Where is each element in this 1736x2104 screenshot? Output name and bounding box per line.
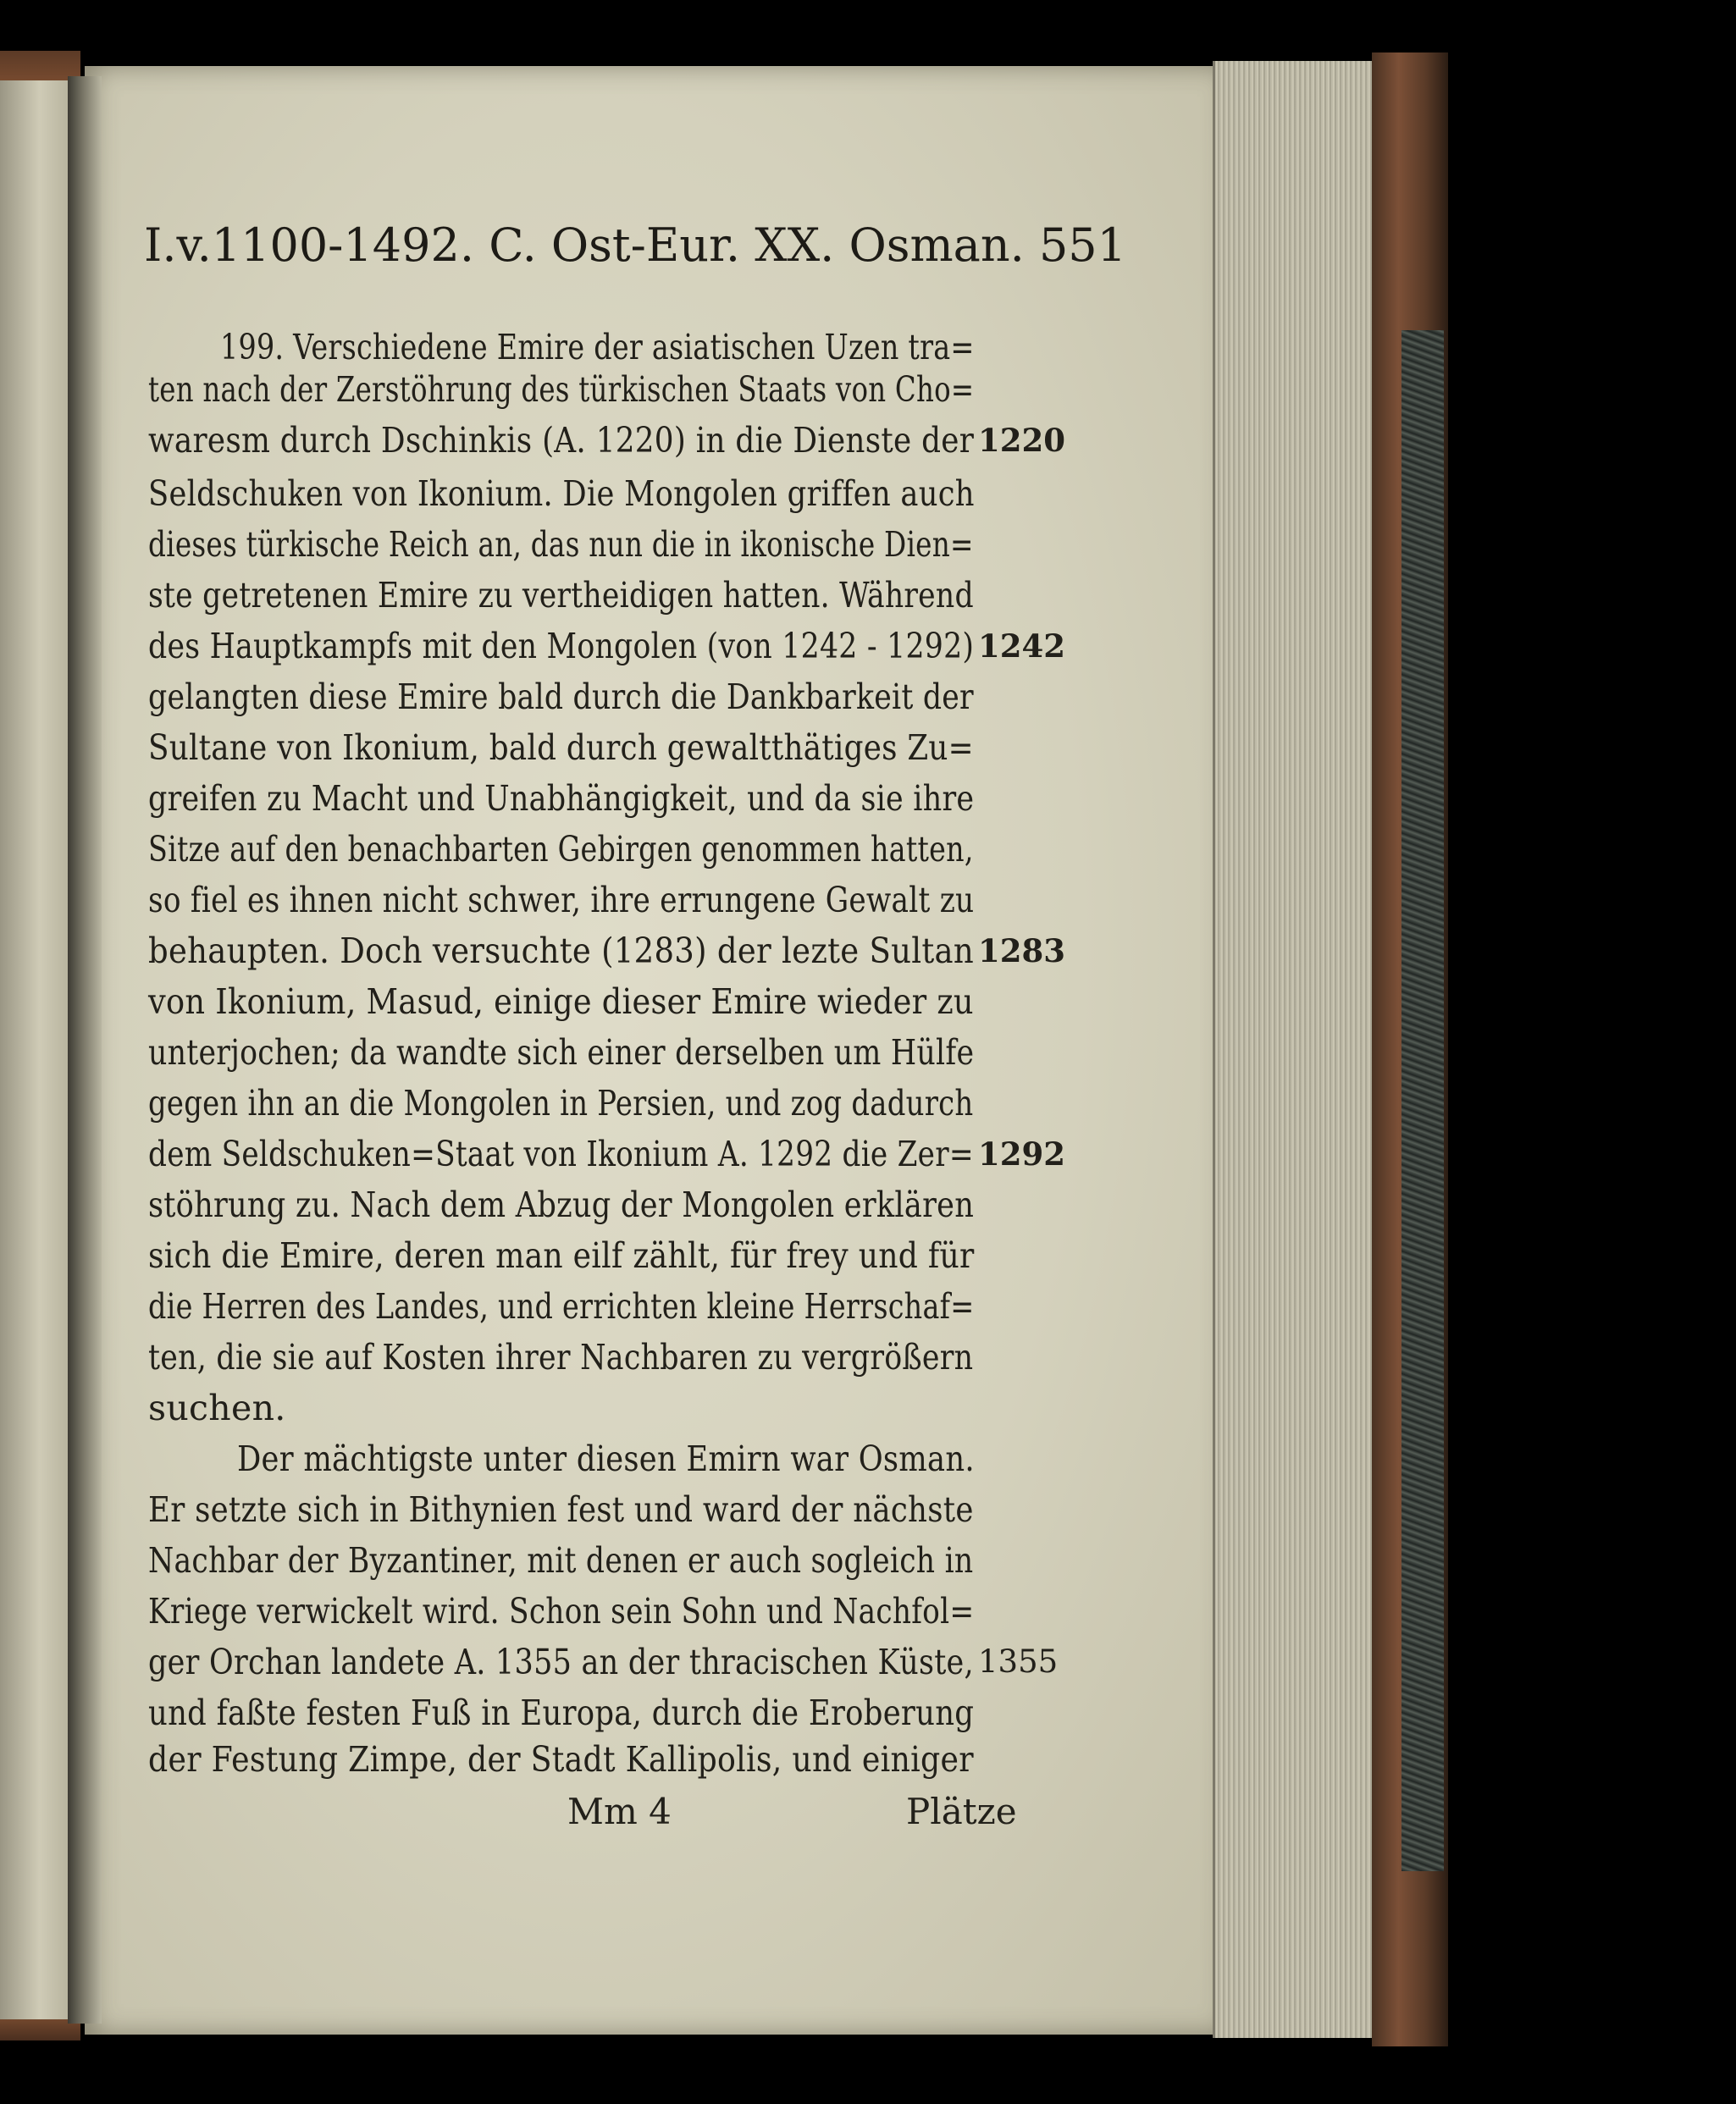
text-line: Kriege verwickelt wird. Schon sein Sohn und Nachfol= <box>148 1591 975 1632</box>
text-line: ger Orchan landete A. 1355 an der thracischen Küste, <box>148 1642 974 1682</box>
text-line: so fiel es ihnen nicht schwer, ihre errungene Gewalt zu <box>148 880 975 920</box>
text-line: suchen. <box>148 1388 286 1428</box>
margin-year: 1220 <box>978 422 1065 459</box>
margin-year: 1292 <box>978 1135 1065 1173</box>
book-gutter <box>68 76 102 2024</box>
text-line: gelangten diese Emire bald durch die Dankbarkeit der <box>148 676 974 717</box>
marbled-cover <box>1402 330 1444 1871</box>
margin-year: 1283 <box>978 932 1065 969</box>
text-line: unterjochen; da wandte sich einer derselben um Hülfe <box>148 1032 975 1073</box>
text-line: ste getretenen Emire zu vertheidigen hatten. Während <box>148 575 974 616</box>
running-header: I.v.1100-1492. C. Ost-Eur. XX. Osman. 551 <box>144 218 1127 272</box>
text-line: Sultane von Ikonium, bald durch gewaltthätiges Zu= <box>148 727 974 768</box>
text-line: Der mächtigste unter diesen Emirn war Osman. <box>237 1439 975 1479</box>
text-line: dem Seldschuken=Staat von Ikonium A. 1292 die Zer= <box>148 1134 974 1174</box>
left-page-edge <box>0 80 75 2019</box>
text-line: behaupten. Doch versuchte (1283) der lezte Sultan <box>148 931 974 971</box>
text-line: der Festung Zimpe, der Stadt Kallipolis, und einiger <box>148 1739 974 1780</box>
text-line: gegen ihn an die Mongolen in Persien, und zog dadurch <box>148 1083 974 1124</box>
text-line: dieses türkische Reich an, das nun die in ikonische Dien= <box>148 524 974 565</box>
text-line: von Ikonium, Masud, einige dieser Emire wieder zu <box>148 981 974 1022</box>
text-line: Er setzte sich in Bithynien fest und ward der nächste <box>148 1489 974 1530</box>
text-line: sich die Emire, deren man eilf zählt, für frey und für <box>148 1235 975 1276</box>
text-line: greifen zu Macht und Unabhängigkeit, und da sie ihre <box>148 778 975 819</box>
margin-year: 1242 <box>978 627 1065 665</box>
text-line: des Hauptkampfs mit den Mongolen (von 1242 - 1292) <box>148 626 975 666</box>
text-line: Nachbar der Byzantiner, mit denen er auch sogleich in <box>148 1540 974 1581</box>
text-line: 199. Verschiedene Emire der asiatischen Uzen tra= <box>220 327 975 367</box>
margin-year: 1355 <box>978 1643 1059 1680</box>
page-block-edges <box>1213 61 1380 2038</box>
text-line: ten, die sie auf Kosten ihrer Nachbaren zu vergrößern <box>148 1337 974 1378</box>
signature-mark: Mm 4 <box>567 1791 672 1832</box>
text-line: Sitze auf den benachbarten Gebirgen genommen hatten, <box>148 829 974 870</box>
text-line: waresm durch Dschinkis (A. 1220) in die Dienste der <box>148 420 975 461</box>
catchword: Plätze <box>906 1791 1017 1832</box>
text-line: die Herren des Landes, und errichten kleine Herrschaf= <box>148 1286 975 1327</box>
text-line: Seldschuken von Ikonium. Die Mongolen griffen auch <box>148 473 975 514</box>
text-line: stöhrung zu. Nach dem Abzug der Mongolen erklären <box>148 1185 975 1225</box>
text-line: ten nach der Zerstöhrung des türkischen Staats von Cho= <box>148 369 975 410</box>
text-line: und faßte festen Fuß in Europa, durch die Eroberung <box>148 1693 975 1733</box>
